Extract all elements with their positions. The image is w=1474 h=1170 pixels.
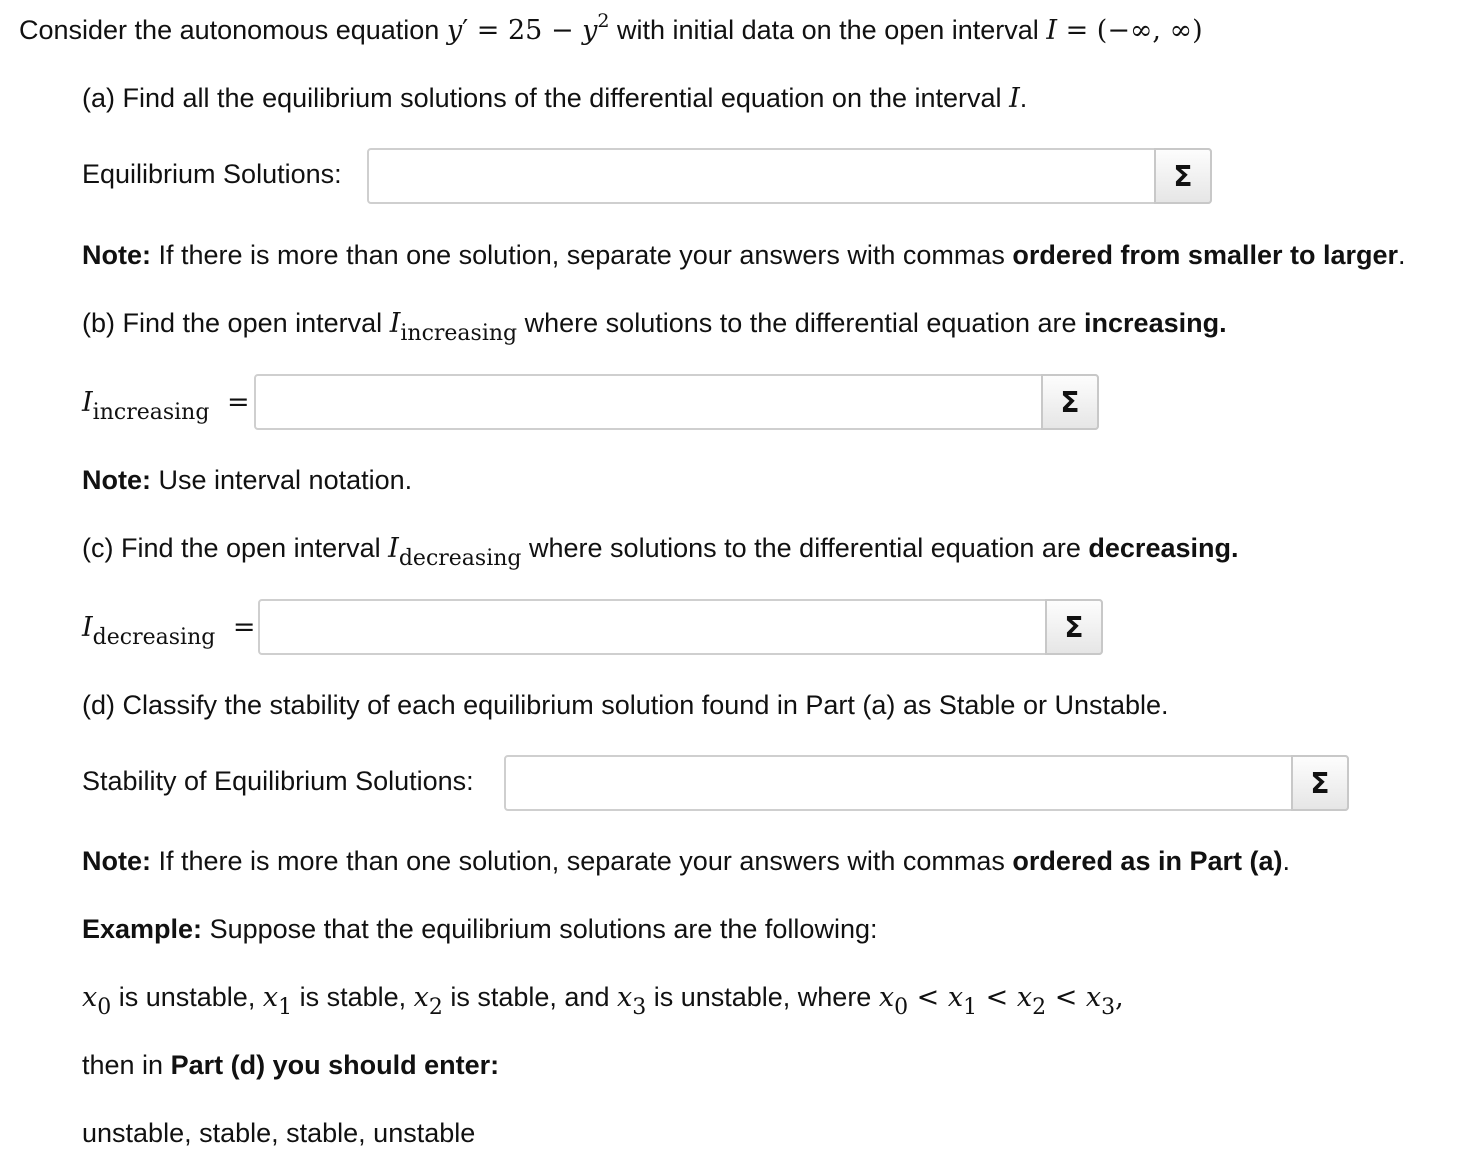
intro-prefix: Consider the autonomous equation bbox=[19, 15, 440, 45]
x0-sub: 0 bbox=[97, 995, 112, 1020]
text-unstable-where: is unstable, where bbox=[646, 982, 879, 1012]
then-line bbox=[82, 1047, 499, 1083]
part-c-bold: decreasing. bbox=[1088, 533, 1239, 563]
equilibrium-input[interactable] bbox=[369, 150, 1154, 202]
increasing-label bbox=[82, 384, 250, 423]
stability-input[interactable] bbox=[506, 757, 1291, 809]
part-b-note bbox=[82, 462, 412, 498]
ineq-x0-sub: 0 bbox=[894, 995, 909, 1020]
part-d-note bbox=[82, 843, 1290, 879]
x1-sub: 1 bbox=[278, 995, 293, 1020]
note-text: Use interval notation. bbox=[151, 465, 413, 495]
ineq-x3: x bbox=[1085, 982, 1102, 1013]
part-b-mid: where solutions to the differential equation are bbox=[524, 308, 1077, 338]
sigma-icon: Σ bbox=[1173, 159, 1193, 193]
note-label: Note: bbox=[82, 240, 151, 270]
part-b-bold: increasing. bbox=[1084, 308, 1227, 338]
note-text: If there is more than one solution, separate your answers with commas bbox=[151, 240, 1013, 270]
sigma-icon: Σ bbox=[1060, 385, 1080, 419]
part-c-text: (c) Find the open interval bbox=[82, 533, 381, 563]
x3-sub: 3 bbox=[632, 995, 647, 1020]
part-d-question: (d) Classify the stability of each equilibrium solution found in Part (a) as Stable or Unstable. bbox=[82, 690, 1169, 720]
lt-3: < bbox=[1046, 982, 1086, 1013]
part-c-question bbox=[82, 530, 1238, 569]
equilibrium-field bbox=[367, 148, 1212, 204]
part-c-sub: decreasing bbox=[398, 546, 522, 571]
interval-rhs: = (−∞, ∞) bbox=[1057, 15, 1203, 46]
example-line bbox=[82, 911, 877, 947]
part-b-text: (b) Find the open interval bbox=[82, 308, 383, 338]
part-c-mid: where solutions to the differential equation are bbox=[529, 533, 1081, 563]
ineq-x1-sub: 1 bbox=[963, 995, 978, 1020]
part-b-I: I bbox=[389, 308, 401, 339]
sigma-button-a[interactable] bbox=[1154, 148, 1212, 204]
x2-sub: 2 bbox=[428, 995, 443, 1020]
part-a-I: I bbox=[1009, 83, 1020, 114]
eq-rhs: = 25 − bbox=[468, 15, 583, 46]
increasing-equals: = bbox=[226, 387, 250, 418]
part-b-question bbox=[82, 305, 1227, 344]
intro-middle: with initial data on the open interval bbox=[617, 15, 1039, 45]
then-text: then in bbox=[82, 1050, 171, 1080]
sigma-button-d[interactable] bbox=[1291, 755, 1349, 811]
decreasing-sub: decreasing bbox=[92, 625, 216, 650]
note-label: Note: bbox=[82, 465, 151, 495]
ineq-x3-sub: 3 bbox=[1101, 995, 1116, 1020]
note-bold: ordered as in Part (a) bbox=[1012, 846, 1283, 876]
stability-field bbox=[504, 755, 1349, 811]
example-text: Suppose that the equilibrium solutions are the following: bbox=[202, 914, 878, 944]
x1: x bbox=[262, 982, 279, 1013]
part-a-period: . bbox=[1019, 83, 1028, 113]
decreasing-I: I bbox=[82, 612, 93, 643]
eq-y2: y bbox=[582, 15, 598, 46]
note-text: If there is more than one solution, separate your answers with commas bbox=[151, 846, 1013, 876]
text-unstable: is unstable, bbox=[111, 982, 263, 1012]
note-end: . bbox=[1398, 240, 1406, 270]
ineq-x2-sub: 2 bbox=[1032, 995, 1047, 1020]
part-a-question bbox=[82, 80, 1027, 117]
x3: x bbox=[616, 982, 633, 1013]
decreasing-field bbox=[258, 599, 1103, 655]
note-end: . bbox=[1282, 846, 1291, 876]
x0: x bbox=[82, 982, 98, 1013]
eq-y: y bbox=[446, 15, 463, 46]
ineq-comma: , bbox=[1115, 982, 1124, 1013]
decreasing-equals: = bbox=[232, 612, 256, 643]
increasing-input[interactable] bbox=[256, 376, 1041, 428]
part-b-sub: increasing bbox=[400, 321, 518, 346]
ineq-x0: x bbox=[878, 982, 895, 1013]
part-a-text: (a) Find all the equilibrium solutions of the differential equation on the interval bbox=[82, 83, 1002, 113]
part-c-I: I bbox=[388, 533, 399, 564]
increasing-sub: increasing bbox=[92, 400, 210, 425]
example-stability-line bbox=[82, 979, 1124, 1018]
example-label: Example: bbox=[82, 914, 203, 944]
stability-label: Stability of Equilibrium Solutions: bbox=[82, 766, 474, 796]
example-answer: unstable, stable, stable, unstable bbox=[82, 1118, 476, 1148]
x2: x bbox=[413, 982, 429, 1013]
ineq-x2: x bbox=[1016, 982, 1033, 1013]
sigma-button-b[interactable] bbox=[1041, 374, 1099, 430]
then-bold: Part (d) you should enter: bbox=[170, 1050, 500, 1080]
increasing-I: I bbox=[82, 387, 93, 418]
sigma-icon: Σ bbox=[1310, 766, 1330, 800]
lt-1: < bbox=[908, 982, 948, 1013]
interval-I: I bbox=[1046, 15, 1057, 46]
eq-prime: ′ bbox=[462, 15, 469, 46]
lt-2: < bbox=[977, 982, 1017, 1013]
text-stable-2: is stable, and bbox=[442, 982, 617, 1012]
text-stable-1: is stable, bbox=[292, 982, 414, 1012]
part-a-note bbox=[82, 237, 1406, 273]
decreasing-input[interactable] bbox=[260, 601, 1045, 653]
decreasing-label bbox=[82, 609, 255, 648]
intro-text bbox=[19, 12, 1203, 51]
equilibrium-label: Equilibrium Solutions: bbox=[82, 159, 342, 189]
sigma-button-c[interactable] bbox=[1045, 599, 1103, 655]
increasing-field bbox=[254, 374, 1099, 430]
note-bold: ordered from smaller to larger bbox=[1012, 240, 1399, 270]
sigma-icon: Σ bbox=[1064, 610, 1084, 644]
eq-exponent: 2 bbox=[597, 10, 610, 32]
ineq-x1: x bbox=[947, 982, 964, 1013]
note-label: Note: bbox=[82, 846, 151, 876]
